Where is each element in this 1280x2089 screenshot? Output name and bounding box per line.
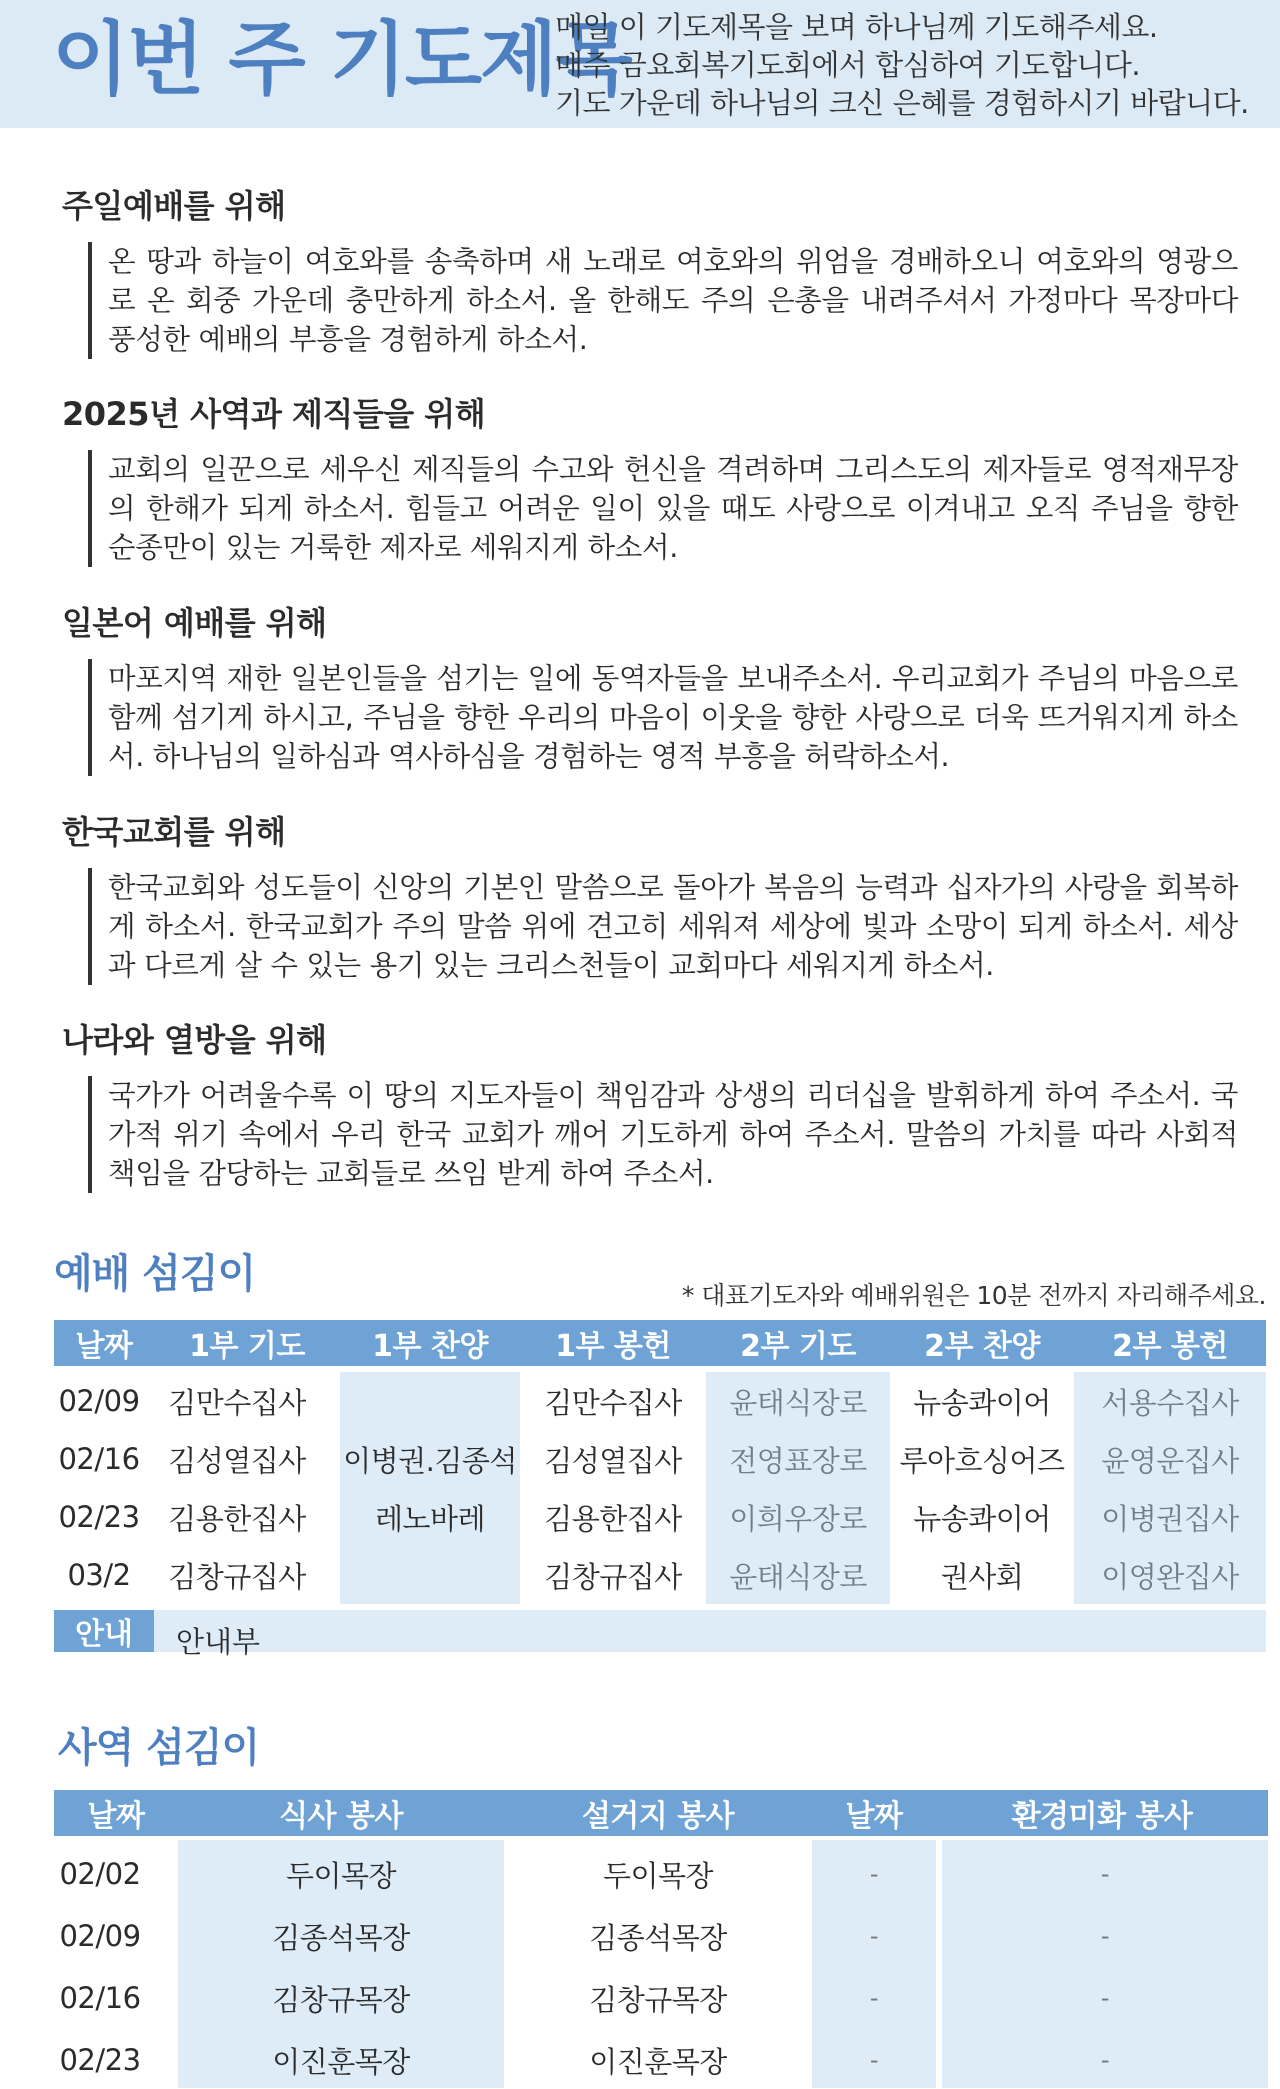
name-cell: 뉴송콰이어: [913, 1501, 1051, 1536]
column-header: 환경미화 봉사: [1011, 1799, 1193, 1834]
date-cell: 02/09: [59, 1919, 141, 1953]
name-cell: 이진훈목장: [272, 2044, 410, 2079]
empty-cell: -: [1100, 1984, 1110, 2012]
prayer-heading: 한국교회를 위해: [62, 813, 286, 851]
header-line: 매일 이 기도제목을 보며 하나님께 기도해주세요.: [555, 10, 1158, 44]
header-line: 매주 금요회복기도회에서 합심하여 기도합니다.: [555, 48, 1141, 82]
name-cell: 뉴송콰이어: [913, 1385, 1051, 1420]
column-header: 1부 기도: [189, 1329, 305, 1364]
name-cell: 두이목장: [602, 1858, 714, 1893]
date-cell: 02/09: [58, 1384, 140, 1418]
name-cell: 김창규집사: [544, 1559, 682, 1594]
ministry-table-body: [54, 1840, 1268, 2089]
name-cell: 이진훈목장: [589, 2044, 727, 2079]
name-cell: 윤태식장로: [729, 1559, 867, 1594]
date-cell: 03/2: [67, 1558, 131, 1592]
name-cell: 김종석목장: [589, 1920, 727, 1955]
empty-cell: -: [1100, 1860, 1110, 1888]
column-header: 설거지 봉사: [581, 1799, 735, 1834]
worship-section-title: 예배 섬김이: [54, 1251, 256, 1297]
date-column: [54, 1840, 178, 2089]
dish-column: [504, 1840, 812, 2089]
date-cell: 02/02: [59, 1857, 141, 1891]
header-line: 기도 가운데 하나님의 크신 은혜를 경험하시기 바랍니다.: [555, 86, 1249, 120]
empty-cell: -: [869, 1922, 879, 1950]
name-cell: 김성열집사: [544, 1443, 682, 1478]
prayer-item: [62, 186, 1252, 359]
name-cell: 서용수집사: [1101, 1385, 1239, 1420]
column-header: 날짜: [75, 1329, 133, 1364]
name-cell: 이병권집사: [1101, 1501, 1239, 1536]
column-header: 1부 찬양: [372, 1329, 488, 1364]
worship-note: * 대표기도자와 예배위원은 10분 전까지 자리해주세요.: [681, 1281, 1266, 1310]
prayer-heading: 주일예배를 위해: [62, 187, 286, 225]
prayer-item: [62, 1020, 1252, 1193]
offering2-column: [1074, 1372, 1266, 1604]
empty-cell: -: [1100, 2046, 1110, 2074]
worship-table: [54, 1320, 1266, 1660]
name-cell: 두이목장: [285, 1858, 397, 1893]
praise1-column: [340, 1372, 520, 1604]
prayer-heading: 나라와 열방을 위해: [62, 1021, 327, 1059]
empty-cell: -: [1100, 1922, 1110, 1950]
column-header: 날짜: [845, 1799, 903, 1834]
column-header: 식사 봉사: [279, 1799, 403, 1834]
name-cell: 김창규집사: [168, 1559, 306, 1594]
column-header: 날짜: [87, 1799, 145, 1834]
prayer-body: 국가가 어려울수록 이 땅의 지도자들이 책임감과 상생의 리더십을 발휘하게 하여 주소서. 국가적 위기 속에서 우리 한국 교회가 깨어 기도하게 하여 주소서. 말씀의 가치를 따라 사회적 책임을 감당하는 교회들로 쓰임 받게 하여 주소서.: [88, 1076, 1238, 1193]
name-cell: 레노바레: [374, 1501, 486, 1536]
name-cell: 이희우장로: [729, 1501, 867, 1536]
date-cell: 02/16: [59, 1981, 141, 2015]
name-cell: 김용한집사: [544, 1501, 682, 1536]
date-cell: 02/23: [59, 2043, 141, 2077]
prayer-body: 한국교회와 성도들이 신앙의 기본인 말씀으로 돌아가 복음의 능력과 십자가의 사랑을 회복하게 하소서. 한국교회가 주의 말씀 위에 견고히 세워져 세상에 빛과 소망이 되게 하소서. 세상과 다르게 살 수 있는 용기 있는 크리스천들이 교회마다 세워지게 하소서.: [88, 868, 1238, 985]
empty-cell: -: [869, 1860, 879, 1888]
prayer-item: [62, 812, 1252, 985]
header-banner: [0, 0, 1280, 128]
guide-label: 안내: [54, 1610, 154, 1652]
name-cell: 김종석목장: [272, 1920, 410, 1955]
meal-column: [178, 1840, 504, 2088]
empty-cell: -: [869, 2046, 879, 2074]
page-title: 이번 주 기도제목: [52, 13, 631, 106]
prayer-body: 온 땅과 하늘이 여호와를 송축하며 새 노래로 여호와의 위엄을 경배하오니 여호와의 영광으로 온 회중 가운데 충만하게 하소서. 올 한해도 주의 은총을 내려주셔서 가정마다 목장마다 풍성한 예배의 부흥을 경험하게 하소서.: [88, 242, 1238, 359]
name-cell: 루아흐싱어즈: [899, 1443, 1065, 1478]
name-cell: 이병권.김종석: [343, 1443, 517, 1478]
worship-table-body: [54, 1372, 1266, 1660]
prayer2-column: [706, 1372, 890, 1604]
guide-row: [54, 1610, 1266, 1659]
name-cell: 김성열집사: [168, 1443, 306, 1478]
column-header: 2부 찬양: [924, 1329, 1040, 1364]
name-cell: 김창규목장: [272, 1982, 410, 2017]
name-cell: 김만수집사: [544, 1385, 682, 1420]
worship-table-header: [54, 1320, 1266, 1366]
clean-column: [942, 1840, 1268, 2088]
name-cell: 권사회: [940, 1559, 1024, 1594]
ministry-table: [54, 1790, 1268, 2089]
name-cell: 김만수집사: [168, 1385, 306, 1420]
prayer-heading: 일본어 예배를 위해: [62, 604, 327, 642]
date-cell: 02/16: [58, 1442, 140, 1476]
guide-value: 안내부: [176, 1625, 261, 1659]
name-cell: 윤영운집사: [1101, 1443, 1239, 1478]
column-header: 1부 봉헌: [555, 1329, 671, 1364]
name-cell: 윤태식장로: [729, 1385, 867, 1420]
name-cell: 이영완집사: [1101, 1559, 1239, 1594]
name-cell: 전영표장로: [729, 1443, 867, 1478]
ministry-table-header: [54, 1790, 1268, 1836]
prayer-body: 교회의 일꾼으로 세우신 제직들의 수고와 헌신을 격려하며 그리스도의 제자들로 영적재무장의 한해가 되게 하소서. 힘들고 어려운 일이 있을 때도 사랑으로 이겨내고 오직 주님을 향한 순종만이 있는 거룩한 제자로 세워지게 하소서.: [88, 450, 1238, 567]
prayer-item: [62, 394, 1252, 567]
name-cell: 김창규목장: [589, 1982, 727, 2017]
date-cell: 02/23: [58, 1500, 140, 1534]
prayer-body: 마포지역 재한 일본인들을 섬기는 일에 동역자들을 보내주소서. 우리교회가 주님의 마음으로 함께 섬기게 하시고, 주님을 향한 우리의 마음이 이웃을 향한 사랑으로 더욱 뜨거워지게 하소서. 하나님의 일하심과 역사하심을 경험하는 영적 부흥을 허락하소서.: [88, 659, 1238, 776]
name-cell: 김용한집사: [168, 1501, 306, 1536]
header-description: [555, 8, 1275, 122]
column-header: 2부 봉헌: [1112, 1329, 1228, 1364]
empty-cell: -: [869, 1984, 879, 2012]
date2-column: [812, 1840, 936, 2088]
prayer-item: [62, 603, 1252, 776]
prayer-heading: 2025년 사역과 제직들을 위해: [62, 395, 486, 433]
column-header: 2부 기도: [740, 1329, 856, 1364]
ministry-section-title: 사역 섬김이: [58, 1725, 260, 1771]
